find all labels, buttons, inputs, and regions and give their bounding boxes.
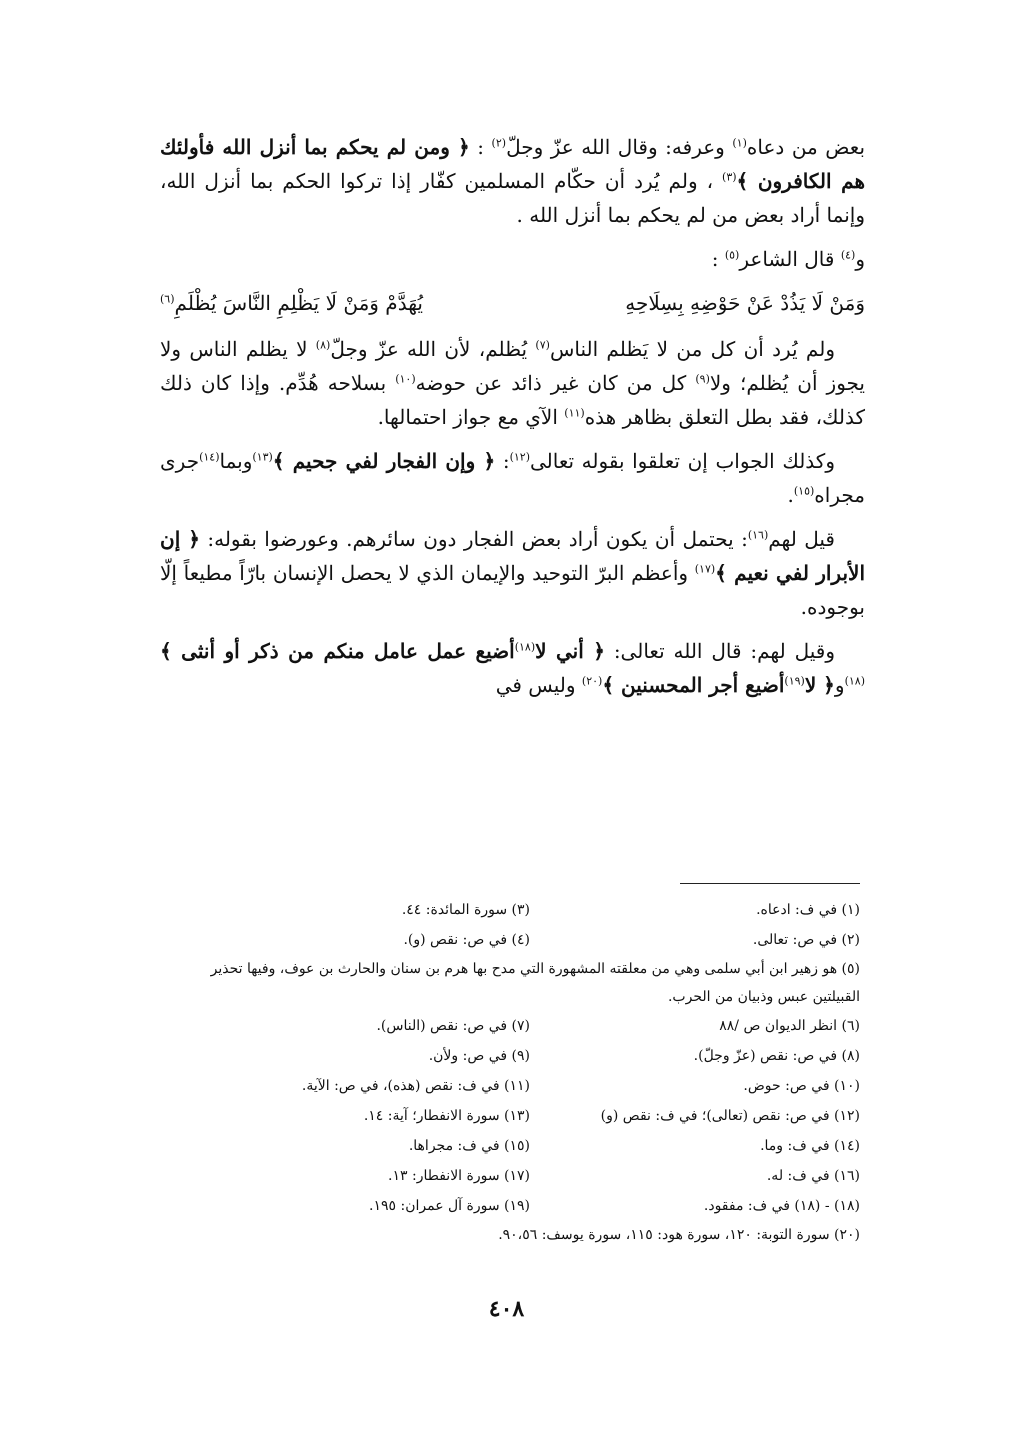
paragraph-1 — [160, 130, 865, 232]
text-run: وقيل لهم: قال الله تعالى: — [604, 639, 835, 663]
footnote-4: (٤) في ص: نقص (و). — [403, 932, 530, 948]
footnote-row — [160, 1011, 860, 1041]
text-run: وكذلك الجواب إن تعلقوا بقوله تعالى — [529, 449, 835, 473]
footnote-7: (٧) في ص: نقص (الناس). — [376, 1018, 530, 1034]
footnote-row — [160, 895, 860, 925]
page-number: ٤٠٨ — [488, 1296, 525, 1322]
footnote-ref: (٧) — [535, 338, 550, 352]
footnote-ref: (١) — [732, 136, 747, 150]
text-run: كل من كان غير ذائد عن حوضه — [415, 371, 696, 395]
footnote-20: (٢٠) سورة التوبة: ١٢٠، سورة هود: ١١٥، سورة يوسف: ٩٠،٥٦. — [498, 1227, 860, 1243]
paragraph-4 — [160, 444, 865, 512]
footnote-ref: (١٨) — [844, 674, 865, 688]
text-run: : يحتمل أن يكون أراد بعض الفجار دون سائرهم. وعورضوا بقوله: — [199, 527, 748, 551]
paragraph-6 — [160, 634, 865, 702]
footnote-9: (٩) في ص: ولأن. — [428, 1048, 530, 1064]
quran-quote: أضيع أجر المحسنين ﴾ — [602, 673, 785, 697]
poetry-verse — [160, 286, 865, 320]
text-run: و — [834, 673, 845, 697]
footnote-row — [160, 925, 860, 955]
footnote-12: (١٢) في ص: نقص (تعالى)؛ في ف: نقص (و) — [600, 1108, 860, 1124]
verse-second-hemistich: يُهَدَّمْ وَمَنْ لَا يَظْلِمِ النَّاسَ يُظْلَمِ — [174, 291, 423, 315]
text-run: الآي مع جواز احتمالها. — [377, 405, 565, 429]
footnote-19: (١٩) سورة آل عمران: ١٩٥. — [369, 1198, 530, 1214]
text-run: ولم يُرد أن كل من لا يَظلم الناس — [549, 337, 835, 361]
paragraph-3 — [160, 332, 865, 434]
paragraph-2 — [160, 242, 865, 276]
footnotes — [160, 895, 860, 1249]
footnote-15: (١٥) في ف: مجراها. — [408, 1138, 530, 1154]
footnote-3: (٣) سورة المائدة: ٤٤. — [401, 902, 530, 918]
text-run: : — [469, 135, 492, 159]
footnote-row — [160, 1041, 860, 1071]
footnote-16: (١٦) في ف: له. — [766, 1168, 860, 1184]
text-run: . — [787, 483, 794, 507]
text-run: ، ولم يُرد أن حكّام المسلمين كفّار إذا تركوا الحكم بما أنزل الله، وإنما أراد بعض من لم يحكم بما أنزل الله . — [160, 169, 865, 227]
footnote-8: (٨) في ص: نقص (عزّ وجلّ). — [693, 1048, 860, 1064]
footnote-ref: (٢) — [491, 136, 507, 150]
quran-quote: ﴿ أني لا — [535, 639, 605, 663]
text-run: قيل لهم — [768, 527, 835, 551]
text-run: وعرفه: وقال الله عزّ وجلّ — [506, 135, 733, 159]
footnote-ref: (١٠) — [395, 372, 416, 386]
footnote-2: (٢) في ص: تعالى. — [752, 932, 860, 948]
footnote-row — [160, 1101, 860, 1131]
footnote-ref: (١٧) — [694, 562, 716, 576]
footnote-5: (٥) هو زهير ابن أبي سلمى وهي من معلقته المشهورة التي مدح بها هرم بن سنان والحارث بن عوف، وفيها تحذير القبيلتين عبس وذبيان من الحرب. — [210, 961, 860, 1005]
text-run: وليس في — [495, 673, 582, 697]
footnote-ref: (٨) — [315, 338, 331, 352]
text-run: يُظلم، لأن الله عزّ وجلّ — [330, 337, 536, 361]
text-run: بعض من دعاه — [746, 135, 866, 159]
footnote-ref: (٩) — [695, 372, 710, 386]
verse-first-hemistich: وَمَنْ لَا يَذُدْ عَنْ حَوْضِهِ بِسِلَاحِهِ — [625, 291, 865, 315]
text-run: قال الشاعر — [739, 247, 841, 271]
footnote-ref: (١٥) — [793, 484, 815, 498]
footnote-row — [160, 1131, 860, 1161]
footnote-ref: (٢٠) — [581, 674, 603, 688]
footnote-divider — [680, 883, 860, 884]
footnote-17: (١٧) سورة الانفطار: ١٣. — [388, 1168, 530, 1184]
footnote-ref: (١١) — [564, 406, 585, 420]
footnote-row — [160, 1191, 860, 1221]
footnote-ref: (٥) — [724, 248, 740, 262]
text-run: جرى مجراه — [160, 449, 865, 507]
footnote-10: (١٠) في ص: حوض. — [743, 1078, 860, 1094]
text-run: وبما — [219, 449, 253, 473]
text-run: و — [855, 247, 865, 271]
footnote-ref: (٣) — [722, 170, 737, 184]
text-run: : — [495, 449, 510, 473]
footnote-13: (١٣) سورة الانفطار؛ آية: ١٤. — [363, 1108, 530, 1124]
verse-second-hemistich-wrap — [160, 286, 423, 320]
footnote-1: (١) في ف: ادعاه. — [756, 902, 860, 918]
footnote-ref: (١٦) — [747, 528, 769, 542]
footnote-11: (١١) في ف: نقص (هذه)، في ص: الآية. — [301, 1078, 530, 1094]
quran-quote: ﴿ وإن الفجار لفي جحيم ﴾ — [272, 449, 496, 473]
main-text — [160, 130, 865, 712]
footnote-row — [160, 1161, 860, 1191]
footnote-ref: (٤) — [840, 248, 856, 262]
quran-quote: ﴿ إن الأبرار لفي نعيم ﴾ — [160, 527, 865, 585]
quran-quote: ﴿ لا — [804, 673, 835, 697]
footnote-14: (١٤) في ف: وما. — [760, 1138, 860, 1154]
text-run: لا يظلم الناس ولا يجوز أن يُظلم؛ ولا — [160, 337, 865, 395]
footnote-ref: (١٤) — [199, 450, 220, 464]
footnote-ref: (١٢) — [509, 450, 530, 464]
quran-quote: أضيع عمل عامل منكم من ذكر أو أنثى ﴾ — [160, 639, 515, 663]
footnote-ref: (١٩) — [784, 674, 805, 688]
footnote-ref: (١٨) — [514, 640, 536, 654]
text-run: : — [711, 247, 725, 271]
quran-quote: ﴿ ومن لم يحكم بما أنزل الله فأولئك هم الكافرون ﴾ — [160, 135, 865, 193]
footnote-ref: (١٣) — [252, 450, 273, 464]
footnote-18: (١٨) - (١٨) في ف: مفقود. — [703, 1198, 860, 1214]
footnote-row — [160, 1071, 860, 1101]
footnote-ref: (٦) — [160, 292, 175, 306]
text-run: وأعظم البرّ التوحيد والإيمان الذي لا يحصل الإنسان بارّاً مطيعاً إلّا بوجوده. — [160, 561, 865, 619]
footnote-6: (٦) انظر الديوان ص /٨٨ — [719, 1018, 860, 1034]
paragraph-5 — [160, 522, 865, 624]
text-run: بسلاحه هُدِّم. وإذا كان ذلك كذلك، فقد بطل التعلق بظاهر هذه — [160, 371, 865, 429]
